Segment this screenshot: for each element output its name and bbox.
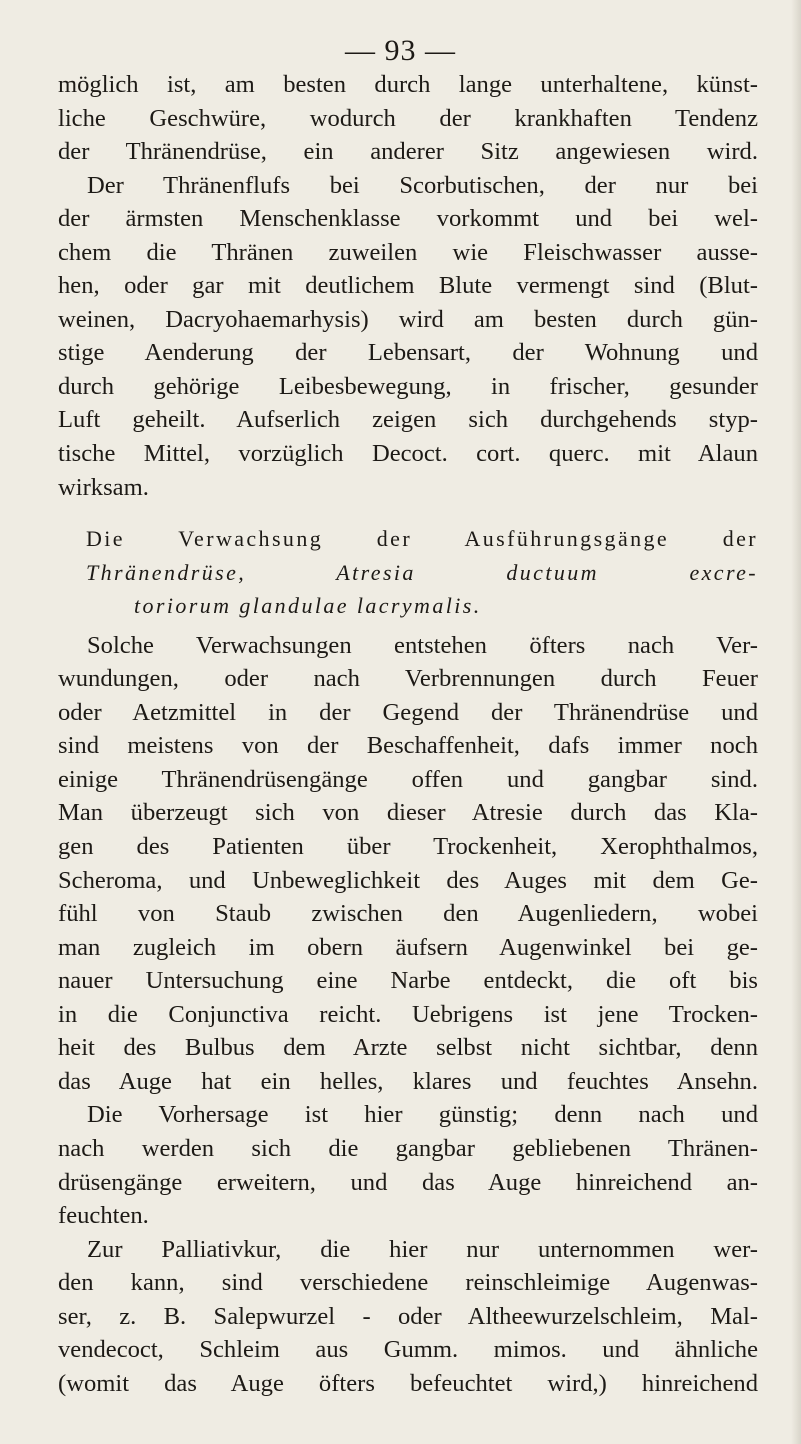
- section-heading-line: Thränendrüse, Atresia ductuum excre-: [86, 559, 758, 585]
- text-line: einige Thränendrüsengänge offen und gangbar sind.: [58, 765, 758, 793]
- text-line: hen, oder gar mit deutlichem Blute vermengt sind (Blut-: [58, 272, 758, 300]
- text-line: vendecoct, Schleim aus Gumm. mimos. und ähnliche: [58, 1336, 758, 1364]
- text-line: stige Aenderung der Lebensart, der Wohnung und: [58, 339, 758, 367]
- text-line: fühl von Staub zwischen den Augenliedern, wobei: [58, 900, 758, 928]
- text-line: liche Geschwüre, wodurch der krankhaften Tendenz: [58, 104, 758, 132]
- text-line: Man überzeugt sich von dieser Atresie durch das Kla-: [58, 799, 758, 827]
- section-heading-line: Die Verwachsung der Ausführungsgänge der: [86, 526, 758, 552]
- text-line: chem die Thränen zuweilen wie Fleischwasser ausse-: [58, 238, 758, 266]
- text-line: der ärmsten Menschenklasse vorkommt und bei wel-: [58, 205, 758, 233]
- text-line: gen des Patienten über Trockenheit, Xerophthalmos,: [58, 833, 758, 861]
- text-line: sind meistens von der Beschaffenheit, dafs immer noch: [58, 732, 758, 760]
- section-gap: [58, 504, 758, 522]
- text-line: tische Mittel, vorzüglich Decoct. cort. querc. mit Alaun: [58, 440, 758, 468]
- body-text: [58, 68, 758, 1400]
- text-line: drüsengänge erweitern, und das Auge hinreichend an-: [58, 1168, 758, 1196]
- text-line: wundungen, oder nach Verbrennungen durch Feuer: [58, 665, 758, 693]
- text-line: in die Conjunctiva reicht. Uebrigens ist jene Trocken-: [58, 1000, 758, 1028]
- text-line: das Auge hat ein helles, klares und feuchtes Ansehn.: [58, 1067, 758, 1095]
- text-line: heit des Bulbus dem Arzte selbst nicht sichtbar, denn: [58, 1034, 758, 1062]
- page-edge-shadow: [791, 0, 801, 1444]
- text-line: oder Aetzmittel in der Gegend der Thränendrüse und: [58, 698, 758, 726]
- page-number: — 93 —: [345, 34, 456, 67]
- section-heading-line: toriorum glandulae lacrymalis.: [134, 593, 482, 619]
- text-line: Luft geheilt. Aufserlich zeigen sich durchgehends styp-: [58, 406, 758, 434]
- text-line: Zur Palliativkur, die hier nur unternommen wer-: [87, 1235, 758, 1263]
- text-line: Die Vorhersage ist hier günstig; denn nach und: [87, 1101, 758, 1129]
- text-line: der Thränendrüse, ein anderer Sitz angewiesen wird.: [58, 138, 758, 166]
- text-line: den kann, sind verschiedene reinschleimige Augenwas-: [58, 1269, 758, 1297]
- text-line: nach werden sich die gangbar gebliebenen Thränen-: [58, 1134, 758, 1162]
- text-line: wirksam.: [58, 473, 149, 501]
- text-line: feuchten.: [58, 1202, 149, 1230]
- text-line: Der Thränenflufs bei Scorbutischen, der nur bei: [87, 171, 758, 199]
- text-line: nauer Untersuchung eine Narbe entdeckt, die oft bis: [58, 967, 758, 995]
- text-line: (womit das Auge öfters befeuchtet wird,) hinreichend: [58, 1369, 758, 1397]
- text-line: durch gehörige Leibesbewegung, in frischer, gesunder: [58, 372, 758, 400]
- text-line: Solche Verwachsungen entstehen öfters nach Ver-: [87, 631, 758, 659]
- text-line: weinen, Dacryohaemarhysis) wird am besten durch gün-: [58, 305, 758, 333]
- text-line: ser, z. B. Salepwurzel - oder Altheewurzelschleim, Mal-: [58, 1302, 758, 1330]
- text-line: man zugleich im obern äufsern Augenwinkel bei ge-: [58, 933, 758, 961]
- text-line: möglich ist, am besten durch lange unterhaltene, künst-: [58, 71, 758, 98]
- text-line: Scheroma, und Unbeweglichkeit des Auges mit dem Ge-: [58, 866, 758, 894]
